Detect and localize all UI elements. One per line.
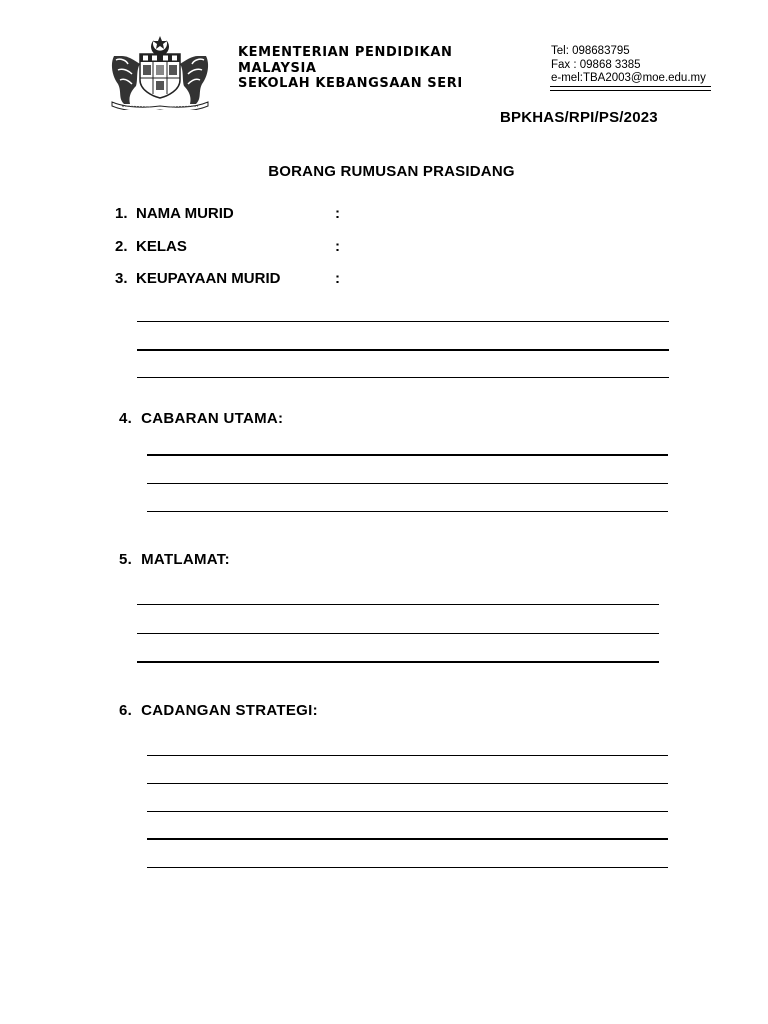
- answer-line-strategi-2[interactable]: [147, 783, 668, 784]
- answer-line-keupayaan-2[interactable]: [137, 349, 669, 351]
- header-divider-bottom: [550, 90, 711, 91]
- field-label-nama-murid: NAMA MURID: [136, 205, 234, 222]
- section-number-cabaran-utama: 4.: [119, 410, 133, 427]
- answer-line-strategi-5[interactable]: [147, 867, 668, 868]
- answer-line-matlamat-2[interactable]: [137, 633, 659, 634]
- section-heading-cadangan-strategi: [119, 702, 318, 719]
- answer-line-matlamat-1[interactable]: [137, 604, 659, 605]
- field-colon-keupayaan-murid: :: [335, 270, 340, 287]
- contact-tel: Tel: 098683795: [551, 45, 630, 57]
- section-label-matlamat: MATLAMAT:: [141, 551, 230, 568]
- field-colon-kelas: :: [335, 238, 340, 255]
- ministry-line-1: KEMENTERIAN PENDIDIKAN: [238, 45, 453, 60]
- section-number-matlamat: 5.: [119, 551, 133, 568]
- contact-fax: Fax : 09868 3385: [551, 58, 641, 71]
- answer-line-keupayaan-3[interactable]: [137, 377, 669, 378]
- contact-info-block: [551, 45, 706, 86]
- ministry-line-2: MALAYSIA: [238, 60, 317, 76]
- section-number-cadangan-strategi: 6.: [119, 702, 133, 719]
- field-label-keupayaan-murid: KEUPAYAAN MURID: [136, 270, 281, 287]
- school-name: SEKOLAH KEBANGSAAN SERI: [238, 76, 463, 91]
- answer-line-keupayaan-1[interactable]: [137, 321, 669, 322]
- field-label-kelas: KELAS: [136, 238, 187, 255]
- field-colon-nama-murid: :: [335, 205, 340, 222]
- answer-line-strategi-4[interactable]: [147, 838, 668, 840]
- section-heading-matlamat: [119, 551, 230, 568]
- answer-line-strategi-1[interactable]: [147, 755, 668, 756]
- answer-line-cabaran-2[interactable]: [147, 483, 668, 484]
- contact-email: e-mel:TBA2003@moe.edu.my: [551, 72, 706, 84]
- coat-of-arms-logo: [106, 34, 214, 110]
- answer-line-cabaran-3[interactable]: [147, 511, 668, 512]
- field-number-keupayaan-murid: 3.: [115, 270, 128, 287]
- reference-code: BPKHAS/RPI/PS/2023: [500, 109, 658, 126]
- field-number-kelas: 2.: [115, 238, 128, 255]
- header-divider-top: [550, 86, 711, 87]
- school-info-block: [238, 45, 463, 92]
- answer-line-strategi-3[interactable]: [147, 811, 668, 812]
- section-label-cabaran-utama: CABARAN UTAMA:: [141, 410, 284, 427]
- answer-line-matlamat-3[interactable]: [137, 661, 659, 663]
- field-number-nama-murid: 1.: [115, 205, 128, 222]
- answer-line-cabaran-1[interactable]: [147, 454, 668, 456]
- form-title: BORANG RUMUSAN PRASIDANG: [268, 163, 515, 180]
- section-heading-cabaran-utama: [119, 410, 283, 427]
- section-label-cadangan-strategi: CADANGAN STRATEGI:: [141, 702, 318, 719]
